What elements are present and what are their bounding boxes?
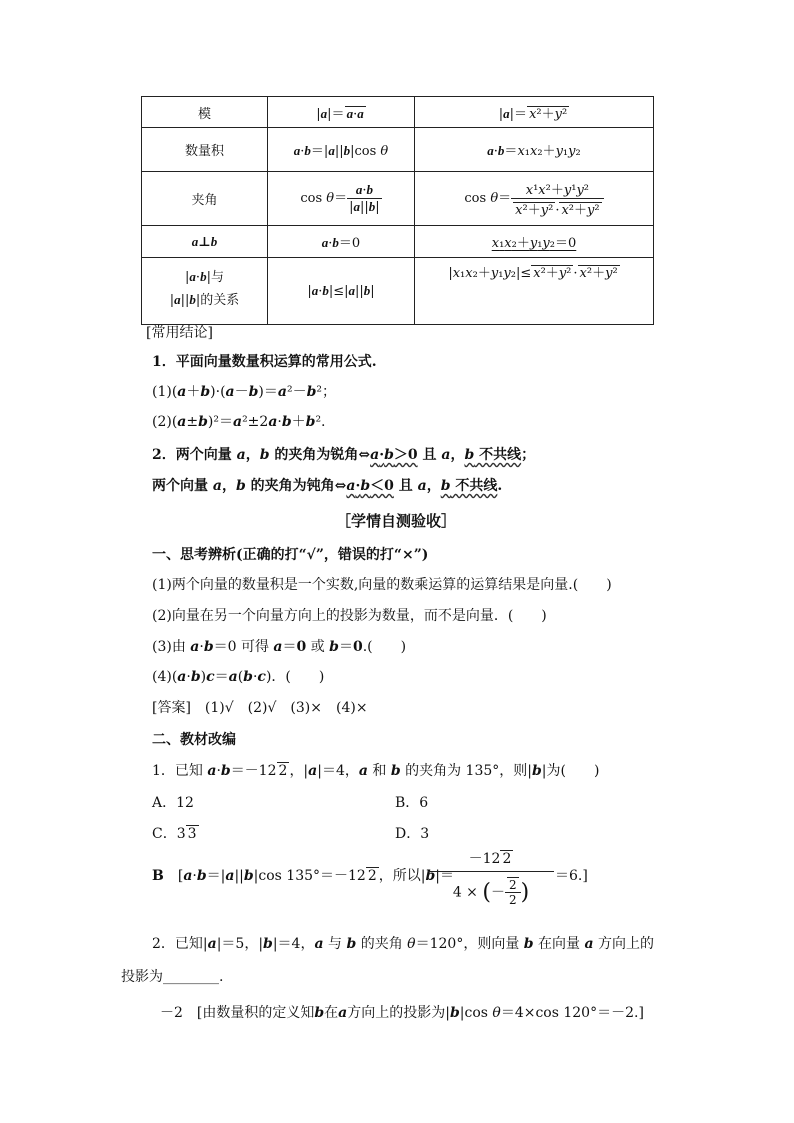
section-title: ［学情自测验收］ xyxy=(336,512,457,530)
problem-2-line-1: 2．已知|a|＝5，|b|＝4，a 与 b 的夹角 θ＝120°，则向量 b 在向量 a 方向上的 xyxy=(152,936,654,952)
row-label: 夹角 xyxy=(142,172,268,226)
question-2: (2)向量在另一个向量方向上的投影为数量，而不是向量．( ) xyxy=(152,608,547,624)
table-row xyxy=(142,128,654,172)
conclusions-title: [常用结论] xyxy=(146,325,213,341)
conclusion-item-2b: 两个向量 a，b 的夹角为钝角⇔a·b＜0 且 a，b 不共线. xyxy=(152,478,503,494)
table-row xyxy=(142,97,654,128)
table-row xyxy=(142,258,654,325)
problem-1: 1．已知 a·b＝－12 2 ，|a|＝4，a 和 b 的夹角为 135°，则|b|为( ) xyxy=(152,763,600,779)
coordinate-form: x₁x₂＋y₁y₂＝0 xyxy=(415,226,654,258)
formula-1: (1)(a＋b)·(a－b)＝a²－b²； xyxy=(152,384,337,400)
vector-form: |a|＝ a·a xyxy=(268,97,415,128)
question-3: (3)由 a·b＝0 可得 a＝0 或 b＝0.( ) xyxy=(152,639,407,655)
answer-line: [答案] (1)√ (2)√ (3)× (4)× xyxy=(152,700,368,716)
option-c: C．3 3 xyxy=(152,826,197,842)
row-label: a⊥b xyxy=(142,226,268,258)
option-b: B．6 xyxy=(395,795,429,811)
row-label: |a·b|与 |a||b|的关系 xyxy=(142,258,268,325)
question-1: (1)两个向量的数量积是一个实数,向量的数乘运算的运算结果是向量.( ) xyxy=(152,577,612,593)
solution-1-result: ＝6.] xyxy=(555,868,588,884)
table-row xyxy=(142,226,654,258)
conclusion-item-2a: 2．两个向量 a，b 的夹角为锐角⇔a·b＞0 且 a，b 不共线； xyxy=(152,447,536,463)
coordinate-form: |a|＝ x²＋y² xyxy=(415,97,654,128)
coordinate-form: |x₁x₂＋y₁y₂|≤ x²＋y² · x²＋y² xyxy=(415,258,654,325)
part1-heading: 一、思考辨析(正确的打“√”，错误的打“×”) xyxy=(152,547,429,563)
row-label: 模 xyxy=(142,97,268,128)
solution-1: B [a·b＝|a||b|cos 135°＝－12 2 ，所以|b|＝ xyxy=(152,868,454,884)
coordinate-form: a·b＝x₁x₂＋y₁y₂ xyxy=(415,128,654,172)
vector-form: a·b＝|a||b|cos θ xyxy=(268,128,415,172)
option-a: A．12 xyxy=(152,795,194,811)
formula-2: (2)(a±b)²＝a²±2a·b＋b². xyxy=(152,414,326,430)
vector-form: a·b＝0 xyxy=(268,226,415,258)
coordinate-form: cos θ＝ $\frac{\text{x¹x²＋y¹y²}}{\text{x²＋y² · x²＋y²}}$ xyxy=(415,172,654,226)
vector-formula-table xyxy=(141,96,654,325)
vector-form: cos θ＝ $\frac{a\cdot b}{|a||b|}$ xyxy=(268,172,415,226)
option-d: D．3 xyxy=(395,826,430,842)
part2-heading: 二、教材改编 xyxy=(152,732,236,748)
vector-form: |a·b|≤|a||b| xyxy=(268,258,415,325)
solution-2: －2 [由数量积的定义知b在a方向上的投影为|b|cos θ＝4×cos 120°＝－2.] xyxy=(160,1005,644,1021)
conclusion-item-1: 1．平面向量数量积运算的常用公式. xyxy=(152,354,377,370)
problem-2-line-2: 投影为________. xyxy=(121,969,224,985)
question-4: (4)(a·b)c＝a(b·c)．( ) xyxy=(152,669,325,685)
solution-1-fraction: －12 2 4 × (－ $\frac{2}{2}$ ) xyxy=(428,848,554,907)
row-label: 数量积 xyxy=(142,128,268,172)
table-row xyxy=(142,172,654,226)
